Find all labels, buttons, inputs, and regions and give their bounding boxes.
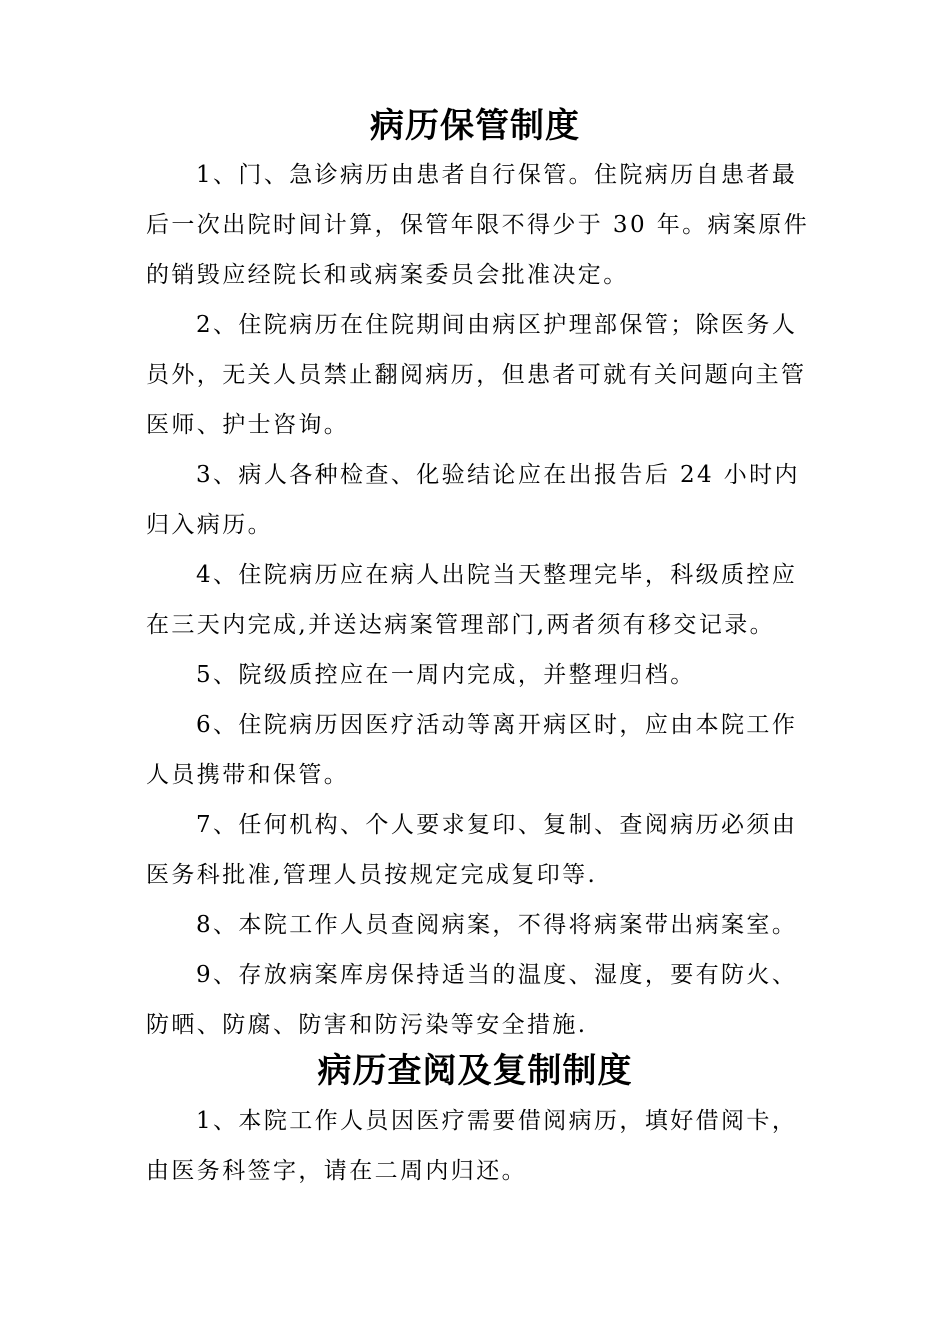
second-rules-section xyxy=(146,1096,810,1196)
rule-item-8: 8、本院工作人员查阅病案，不得将病案带出病案室。 xyxy=(196,912,798,938)
rule-item-5: 5、院级质控应在一周内完成，并整理归档。 xyxy=(196,662,696,688)
second-rule-item-1: 1、本院工作人员因医疗需要借阅病历，填好借阅卡，由医务科签字，请在二周内归还。 xyxy=(146,1108,798,1184)
rule-item-9: 9、存放病案库房保持适当的温度、湿度，要有防火、防晒、防腐、防害和防污染等安全措施. xyxy=(146,962,798,1038)
rule-item-1: 1、门、急诊病历由患者自行保管。住院病历自患者最后一次出院时间计算，保管年限不得少于 30 年。病案原件的销毁应经院长和或病案委员会批准决定。 xyxy=(146,162,810,288)
main-rules-section xyxy=(146,150,810,1050)
rule-item-4: 4、住院病历应在病人出院当天整理完毕，科级质控应在三天内完成,并送达病案管理部门,两者须有移交记录。 xyxy=(146,562,798,638)
main-title: 病历保管制度 xyxy=(370,106,580,146)
rule-item-2: 2、住院病历在住院期间由病区护理部保管；除医务人员外，无关人员禁止翻阅病历，但患者可就有关问题向主管医师、护士咨询。 xyxy=(146,312,807,438)
rule-item-7: 7、任何机构、个人要求复印、复制、查阅病历必须由医务科批准,管理人员按规定完成复印等. xyxy=(146,812,798,888)
rule-item-6: 6、住院病历因医疗活动等离开病区时，应由本院工作人员携带和保管。 xyxy=(146,712,798,788)
second-title: 病历查阅及复制制度 xyxy=(317,1051,633,1091)
rule-item-3: 3、病人各种检查、化验结论应在出报告后 24 小时内归入病历。 xyxy=(146,462,800,538)
